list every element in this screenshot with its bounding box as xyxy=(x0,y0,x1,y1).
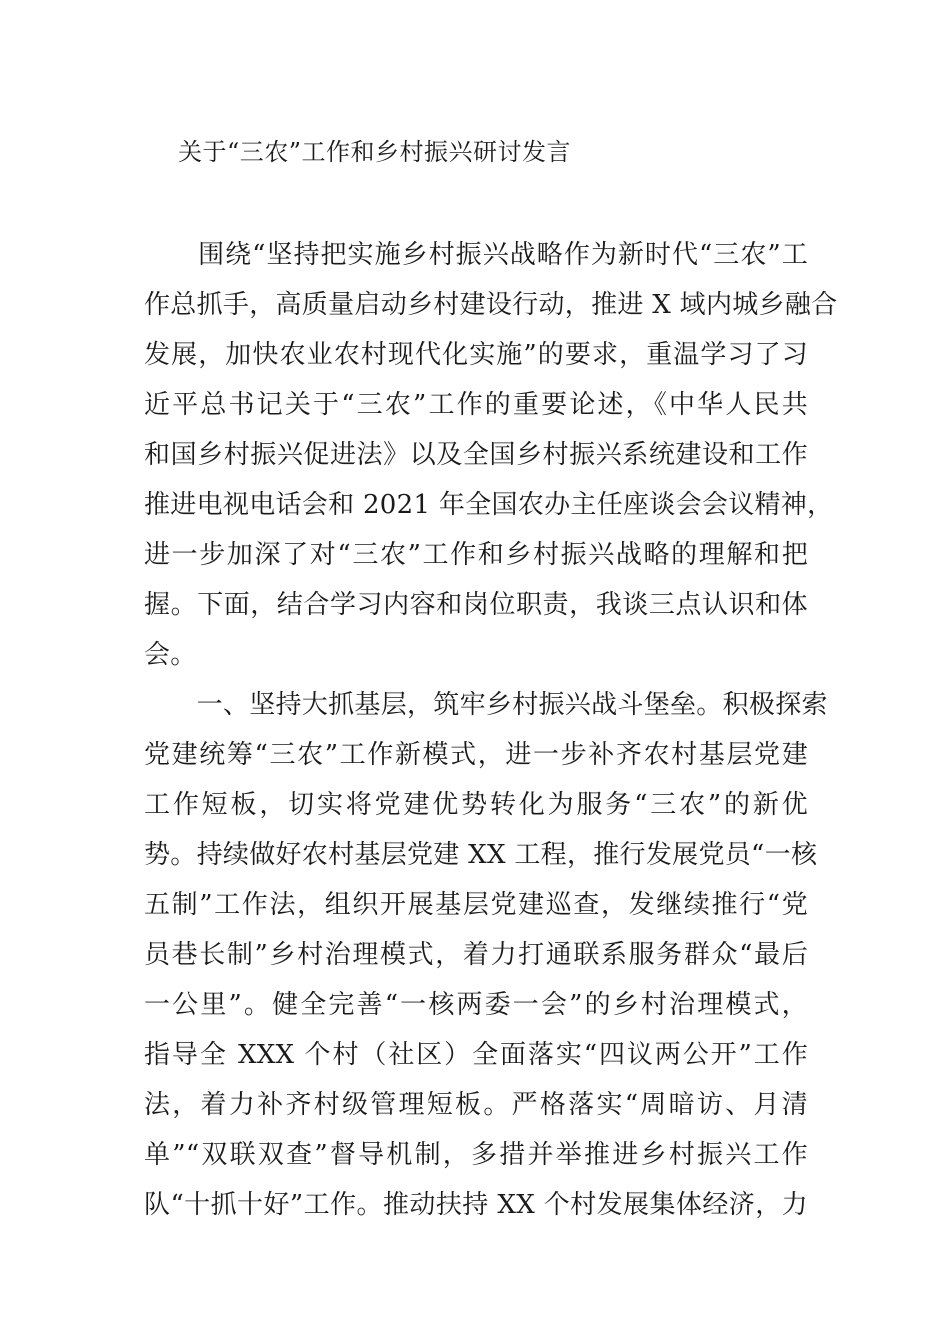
paragraph-line: 发展，加快农业农村现代化实施”的要求，重温学习了习 xyxy=(144,340,808,370)
paragraph-line: 势。持续做好农村基层党建 XX 工程，推行发展党员“一核 xyxy=(144,840,818,870)
paragraph-line: 握。下面，结合学习内容和岗位职责，我谈三点认识和体 xyxy=(144,590,808,620)
paragraph-line: 围绕“坚持把实施乡村振兴战略作为新时代“三农”工 xyxy=(144,240,808,270)
document-body xyxy=(144,230,838,1230)
paragraph-line: 指导全 XXX 个村（社区）全面落实“四议两公开”工作 xyxy=(144,1040,808,1070)
paragraph-line: 工作短板，切实将党建优势转化为服务“三农”的新优 xyxy=(144,790,808,820)
paragraph-line: 会。 xyxy=(144,640,197,670)
paragraph-line: 一公里”。健全完善“一核两委一会”的乡村治理模式， xyxy=(144,990,808,1020)
paragraph-line: 单”“双联双查”督导机制，多措并举推进乡村振兴工作 xyxy=(144,1140,808,1170)
document-title: 关于“三农”工作和乡村振兴研讨发言 xyxy=(178,138,572,166)
paragraph-line: 近平总书记关于“三农”工作的重要论述，《中华人民共 xyxy=(144,390,808,420)
paragraph-line: 队“十抓十好”工作。推动扶持 XX 个村发展集体经济，力 xyxy=(144,1190,808,1220)
paragraph-line: 员巷长制”乡村治理模式，着力打通联系服务群众“最后 xyxy=(144,940,808,970)
paragraph-line: 作总抓手，高质量启动乡村建设行动，推进 X 域内城乡融合 xyxy=(144,290,838,320)
paragraph-line: 一、坚持大抓基层，筑牢乡村振兴战斗堡垒。积极探索 xyxy=(144,690,828,720)
paragraph-line: 党建统筹“三农”工作新模式，进一步补齐农村基层党建 xyxy=(144,740,808,770)
paragraph-line: 五制”工作法，组织开展基层党建巡查，发继续推行“党 xyxy=(144,890,808,920)
paragraph-line: 推进电视电话会和 2021 年全国农办主任座谈会会议精神， xyxy=(144,490,834,520)
paragraph-line: 法，着力补齐村级管理短板。严格落实“周暗访、月清 xyxy=(144,1090,808,1120)
paragraph-line: 和国乡村振兴促进法》以及全国乡村振兴系统建设和工作 xyxy=(144,440,808,470)
paragraph-line: 进一步加深了对“三农”工作和乡村振兴战略的理解和把 xyxy=(144,540,808,570)
